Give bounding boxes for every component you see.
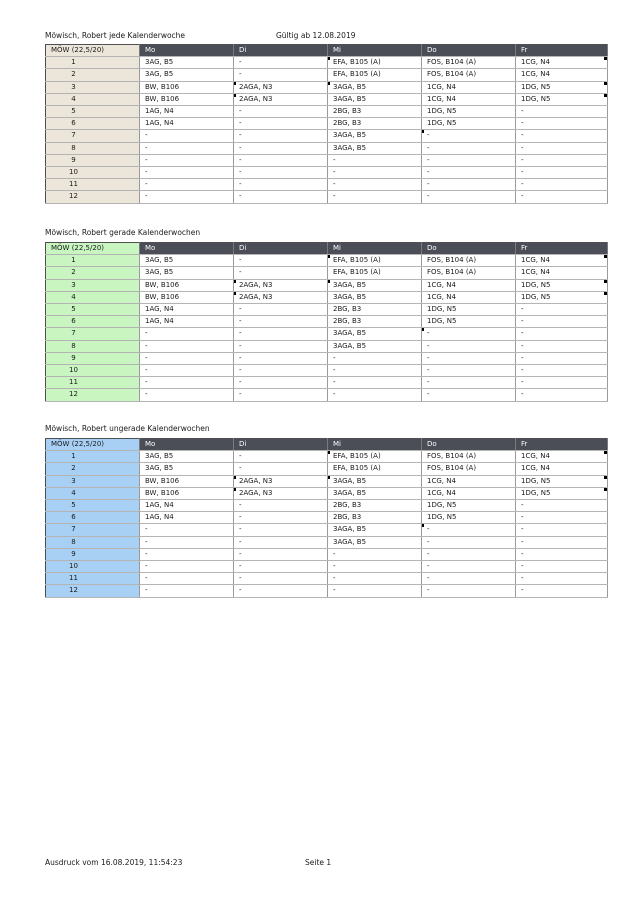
day-header-fr: Fr bbox=[516, 45, 608, 57]
lesson-cell: EFA, B105 (A) bbox=[328, 69, 422, 81]
lesson-cell: - bbox=[140, 142, 234, 154]
lesson-cell: - bbox=[328, 561, 422, 573]
period-number-cell: 12 bbox=[46, 585, 140, 597]
lesson-cell: 3AG, B5 bbox=[140, 69, 234, 81]
lesson-cell: - bbox=[422, 365, 516, 377]
day-header-mi: Mi bbox=[328, 45, 422, 57]
lesson-cell: - bbox=[234, 328, 328, 340]
teacher-code-cell: MÖW (22,5/20) bbox=[46, 45, 140, 57]
lesson-cell: 2BG, B3 bbox=[328, 118, 422, 130]
lesson-cell: - bbox=[140, 389, 234, 401]
lesson-cell: - bbox=[516, 328, 608, 340]
period-number-cell: 6 bbox=[46, 118, 140, 130]
lesson-cell: - bbox=[140, 154, 234, 166]
lesson-cell: - bbox=[234, 340, 328, 352]
period-number-cell: 1 bbox=[46, 255, 140, 267]
lesson-cell: - bbox=[328, 179, 422, 191]
lesson-cell: 2BG, B3 bbox=[328, 512, 422, 524]
lesson-cell: - bbox=[422, 167, 516, 179]
period-number-cell: 1 bbox=[46, 451, 140, 463]
table-row bbox=[46, 93, 608, 105]
lesson-cell: - bbox=[516, 142, 608, 154]
lesson-cell: 2AGA, N3 bbox=[234, 291, 328, 303]
lesson-cell: 1DG, N5 bbox=[516, 81, 608, 93]
lesson-cell: BW, B106 bbox=[140, 93, 234, 105]
lesson-cell: 1DG, N5 bbox=[422, 316, 516, 328]
lesson-cell: - bbox=[140, 130, 234, 142]
lesson-cell: - bbox=[234, 167, 328, 179]
lesson-cell: 2BG, B3 bbox=[328, 500, 422, 512]
lesson-cell: 2AGA, N3 bbox=[234, 93, 328, 105]
table-row bbox=[46, 475, 608, 487]
lesson-cell: - bbox=[516, 179, 608, 191]
lesson-cell: - bbox=[422, 179, 516, 191]
lesson-cell: 2AGA, N3 bbox=[234, 279, 328, 291]
lesson-cell: - bbox=[140, 328, 234, 340]
lesson-cell: - bbox=[422, 142, 516, 154]
period-number-cell: 11 bbox=[46, 573, 140, 585]
lesson-cell: 1CG, N4 bbox=[422, 93, 516, 105]
lesson-cell: - bbox=[422, 340, 516, 352]
period-number-cell: 12 bbox=[46, 191, 140, 203]
lesson-cell: - bbox=[234, 154, 328, 166]
table-row bbox=[46, 291, 608, 303]
lesson-cell: - bbox=[328, 191, 422, 203]
lesson-cell: 1DG, N5 bbox=[516, 475, 608, 487]
lesson-cell: FOS, B104 (A) bbox=[422, 255, 516, 267]
lesson-cell: 1DG, N5 bbox=[422, 500, 516, 512]
table-header-row bbox=[46, 439, 608, 451]
day-header-di: Di bbox=[234, 439, 328, 451]
day-header-do: Do bbox=[422, 243, 516, 255]
day-header-do: Do bbox=[422, 439, 516, 451]
lesson-cell: - bbox=[516, 548, 608, 560]
period-number-cell: 8 bbox=[46, 340, 140, 352]
lesson-cell: FOS, B104 (A) bbox=[422, 463, 516, 475]
lesson-cell: - bbox=[234, 316, 328, 328]
lesson-cell: BW, B106 bbox=[140, 279, 234, 291]
period-number-cell: 9 bbox=[46, 154, 140, 166]
lesson-cell: 3AG, B5 bbox=[140, 57, 234, 69]
lesson-cell: 3AGA, B5 bbox=[328, 340, 422, 352]
period-number-cell: 4 bbox=[46, 93, 140, 105]
teacher-code-cell: MÖW (22,5/20) bbox=[46, 439, 140, 451]
lesson-cell: 1DG, N5 bbox=[422, 304, 516, 316]
lesson-cell: FOS, B104 (A) bbox=[422, 451, 516, 463]
table-row bbox=[46, 255, 608, 267]
lesson-cell: - bbox=[516, 524, 608, 536]
lesson-cell: - bbox=[328, 585, 422, 597]
lesson-cell: 1CG, N4 bbox=[516, 463, 608, 475]
lesson-cell: - bbox=[234, 512, 328, 524]
lesson-cell: - bbox=[516, 561, 608, 573]
day-header-do: Do bbox=[422, 45, 516, 57]
lesson-cell: 1CG, N4 bbox=[422, 291, 516, 303]
period-number-cell: 4 bbox=[46, 291, 140, 303]
period-number-cell: 8 bbox=[46, 142, 140, 154]
day-header-di: Di bbox=[234, 45, 328, 57]
lesson-cell: - bbox=[328, 167, 422, 179]
lesson-cell: - bbox=[422, 548, 516, 560]
period-number-cell: 10 bbox=[46, 365, 140, 377]
day-header-mi: Mi bbox=[328, 243, 422, 255]
lesson-cell: 1DG, N5 bbox=[516, 291, 608, 303]
lesson-cell: - bbox=[422, 352, 516, 364]
table-row bbox=[46, 57, 608, 69]
period-number-cell: 11 bbox=[46, 377, 140, 389]
lesson-cell: - bbox=[234, 352, 328, 364]
table-row bbox=[46, 340, 608, 352]
lesson-cell: BW, B106 bbox=[140, 487, 234, 499]
lesson-cell: - bbox=[234, 548, 328, 560]
lesson-cell: 3AGA, B5 bbox=[328, 536, 422, 548]
lesson-cell: 3AGA, B5 bbox=[328, 475, 422, 487]
day-header-mi: Mi bbox=[328, 439, 422, 451]
lesson-cell: EFA, B105 (A) bbox=[328, 463, 422, 475]
lesson-cell: 3AGA, B5 bbox=[328, 524, 422, 536]
print-date: Ausdruck vom 16.08.2019, 11:54:23 bbox=[45, 858, 183, 867]
lesson-cell: - bbox=[140, 585, 234, 597]
lesson-cell: - bbox=[140, 524, 234, 536]
lesson-cell: EFA, B105 (A) bbox=[328, 267, 422, 279]
table-row bbox=[46, 191, 608, 203]
table-row bbox=[46, 279, 608, 291]
lesson-cell: - bbox=[140, 536, 234, 548]
lesson-cell: - bbox=[140, 573, 234, 585]
lesson-cell: - bbox=[516, 191, 608, 203]
day-header-fr: Fr bbox=[516, 243, 608, 255]
lesson-cell: 2AGA, N3 bbox=[234, 81, 328, 93]
lesson-cell: 3AGA, B5 bbox=[328, 291, 422, 303]
lesson-cell: - bbox=[140, 340, 234, 352]
period-number-cell: 3 bbox=[46, 279, 140, 291]
table-row bbox=[46, 154, 608, 166]
lesson-cell: - bbox=[234, 561, 328, 573]
lesson-cell: - bbox=[328, 548, 422, 560]
lesson-cell: - bbox=[516, 365, 608, 377]
period-number-cell: 3 bbox=[46, 81, 140, 93]
lesson-cell: 1CG, N4 bbox=[516, 69, 608, 81]
lesson-cell: 3AG, B5 bbox=[140, 255, 234, 267]
lesson-cell: - bbox=[516, 536, 608, 548]
period-number-cell: 5 bbox=[46, 106, 140, 118]
period-number-cell: 12 bbox=[46, 389, 140, 401]
lesson-cell: - bbox=[516, 352, 608, 364]
lesson-cell: - bbox=[516, 304, 608, 316]
lesson-cell: - bbox=[140, 352, 234, 364]
day-header-mo: Mo bbox=[140, 243, 234, 255]
table-row bbox=[46, 81, 608, 93]
lesson-cell: - bbox=[234, 267, 328, 279]
lesson-cell: - bbox=[140, 365, 234, 377]
lesson-cell: 2AGA, N3 bbox=[234, 487, 328, 499]
lesson-cell: - bbox=[328, 154, 422, 166]
lesson-cell: - bbox=[328, 365, 422, 377]
lesson-cell: 1CG, N4 bbox=[422, 475, 516, 487]
lesson-cell: 3AGA, B5 bbox=[328, 279, 422, 291]
lesson-cell: - bbox=[328, 389, 422, 401]
lesson-cell: - bbox=[140, 179, 234, 191]
lesson-cell: 2BG, B3 bbox=[328, 316, 422, 328]
lesson-cell: 1AG, N4 bbox=[140, 106, 234, 118]
period-number-cell: 6 bbox=[46, 316, 140, 328]
lesson-cell: - bbox=[516, 316, 608, 328]
period-number-cell: 2 bbox=[46, 463, 140, 475]
lesson-cell: 3AGA, B5 bbox=[328, 487, 422, 499]
lesson-cell: EFA, B105 (A) bbox=[328, 451, 422, 463]
section-title-even-weeks: Möwisch, Robert gerade Kalenderwochen bbox=[45, 228, 201, 237]
lesson-cell: 3AGA, B5 bbox=[328, 142, 422, 154]
valid-from-label: Gültig ab 12.08.2019 bbox=[276, 31, 356, 40]
table-row bbox=[46, 328, 608, 340]
lesson-cell: 2BG, B3 bbox=[328, 106, 422, 118]
lesson-cell: - bbox=[234, 106, 328, 118]
lesson-cell: - bbox=[422, 154, 516, 166]
timetable-even-weeks bbox=[45, 242, 608, 402]
teacher-header: Möwisch, Robert jede Kalenderwoche bbox=[45, 31, 186, 40]
lesson-cell: - bbox=[234, 573, 328, 585]
lesson-cell: - bbox=[328, 573, 422, 585]
lesson-cell: 1DG, N5 bbox=[516, 93, 608, 105]
lesson-cell: - bbox=[234, 536, 328, 548]
table-row bbox=[46, 536, 608, 548]
table-row bbox=[46, 130, 608, 142]
timetable-every-week bbox=[45, 44, 608, 204]
lesson-cell: - bbox=[234, 118, 328, 130]
table-row bbox=[46, 524, 608, 536]
lesson-cell: 1DG, N5 bbox=[422, 512, 516, 524]
day-header-di: Di bbox=[234, 243, 328, 255]
table-row bbox=[46, 179, 608, 191]
lesson-cell: - bbox=[422, 585, 516, 597]
section-title-odd-weeks: Möwisch, Robert ungerade Kalenderwochen bbox=[45, 424, 210, 433]
lesson-cell: - bbox=[140, 377, 234, 389]
lesson-cell: - bbox=[422, 389, 516, 401]
lesson-cell: - bbox=[516, 130, 608, 142]
table-header-row bbox=[46, 243, 608, 255]
lesson-cell: - bbox=[234, 255, 328, 267]
period-number-cell: 5 bbox=[46, 500, 140, 512]
lesson-cell: 1DG, N5 bbox=[516, 279, 608, 291]
lesson-cell: - bbox=[516, 500, 608, 512]
lesson-cell: - bbox=[234, 524, 328, 536]
table-row bbox=[46, 561, 608, 573]
lesson-cell: 3AGA, B5 bbox=[328, 81, 422, 93]
lesson-cell: 1AG, N4 bbox=[140, 316, 234, 328]
lesson-cell: - bbox=[234, 191, 328, 203]
table-row bbox=[46, 548, 608, 560]
table-row bbox=[46, 106, 608, 118]
lesson-cell: FOS, B104 (A) bbox=[422, 267, 516, 279]
lesson-cell: - bbox=[234, 451, 328, 463]
lesson-cell: - bbox=[140, 561, 234, 573]
lesson-cell: 3AGA, B5 bbox=[328, 328, 422, 340]
lesson-cell: - bbox=[234, 377, 328, 389]
lesson-cell: - bbox=[234, 69, 328, 81]
lesson-cell: BW, B106 bbox=[140, 81, 234, 93]
period-number-cell: 7 bbox=[46, 130, 140, 142]
table-row bbox=[46, 500, 608, 512]
lesson-cell: 2BG, B3 bbox=[328, 304, 422, 316]
table-row bbox=[46, 487, 608, 499]
lesson-cell: - bbox=[422, 561, 516, 573]
table-row bbox=[46, 585, 608, 597]
period-number-cell: 9 bbox=[46, 352, 140, 364]
period-number-cell: 7 bbox=[46, 524, 140, 536]
table-row bbox=[46, 377, 608, 389]
timetable-odd-weeks bbox=[45, 438, 608, 598]
page-number: Seite 1 bbox=[305, 858, 332, 867]
table-row bbox=[46, 365, 608, 377]
lesson-cell: - bbox=[422, 191, 516, 203]
day-header-fr: Fr bbox=[516, 439, 608, 451]
table-row bbox=[46, 573, 608, 585]
table-row bbox=[46, 316, 608, 328]
lesson-cell: 1CG, N4 bbox=[516, 57, 608, 69]
day-header-mo: Mo bbox=[140, 439, 234, 451]
lesson-cell: 1CG, N4 bbox=[516, 451, 608, 463]
table-row bbox=[46, 389, 608, 401]
lesson-cell: - bbox=[516, 377, 608, 389]
lesson-cell: - bbox=[422, 328, 516, 340]
lesson-cell: 1CG, N4 bbox=[516, 255, 608, 267]
lesson-cell: - bbox=[422, 524, 516, 536]
period-number-cell: 8 bbox=[46, 536, 140, 548]
lesson-cell: 1DG, N5 bbox=[516, 487, 608, 499]
lesson-cell: BW, B106 bbox=[140, 475, 234, 487]
lesson-cell: - bbox=[234, 585, 328, 597]
lesson-cell: 3AGA, B5 bbox=[328, 130, 422, 142]
table-row bbox=[46, 512, 608, 524]
period-number-cell: 11 bbox=[46, 179, 140, 191]
period-number-cell: 1 bbox=[46, 57, 140, 69]
lesson-cell: - bbox=[516, 573, 608, 585]
lesson-cell: - bbox=[516, 512, 608, 524]
lesson-cell: FOS, B104 (A) bbox=[422, 69, 516, 81]
lesson-cell: 1AG, N4 bbox=[140, 512, 234, 524]
lesson-cell: 1CG, N4 bbox=[516, 267, 608, 279]
lesson-cell: - bbox=[234, 130, 328, 142]
lesson-cell: - bbox=[516, 167, 608, 179]
lesson-cell: - bbox=[140, 167, 234, 179]
lesson-cell: - bbox=[234, 365, 328, 377]
day-header-mo: Mo bbox=[140, 45, 234, 57]
lesson-cell: - bbox=[422, 536, 516, 548]
table-row bbox=[46, 267, 608, 279]
table-row bbox=[46, 167, 608, 179]
table-row bbox=[46, 118, 608, 130]
lesson-cell: - bbox=[234, 500, 328, 512]
lesson-cell: - bbox=[234, 57, 328, 69]
lesson-cell: 3AG, B5 bbox=[140, 463, 234, 475]
lesson-cell: - bbox=[516, 106, 608, 118]
lesson-cell: - bbox=[328, 377, 422, 389]
lesson-cell: - bbox=[516, 154, 608, 166]
lesson-cell: EFA, B105 (A) bbox=[328, 57, 422, 69]
period-number-cell: 2 bbox=[46, 69, 140, 81]
lesson-cell: - bbox=[516, 585, 608, 597]
lesson-cell: - bbox=[234, 463, 328, 475]
lesson-cell: 1DG, N5 bbox=[422, 106, 516, 118]
lesson-cell: - bbox=[422, 573, 516, 585]
table-row bbox=[46, 69, 608, 81]
lesson-cell: 3AGA, B5 bbox=[328, 93, 422, 105]
lesson-cell: 3AG, B5 bbox=[140, 451, 234, 463]
table-header-row bbox=[46, 45, 608, 57]
lesson-cell: FOS, B104 (A) bbox=[422, 57, 516, 69]
lesson-cell: - bbox=[516, 340, 608, 352]
lesson-cell: EFA, B105 (A) bbox=[328, 255, 422, 267]
lesson-cell: - bbox=[516, 389, 608, 401]
lesson-cell: - bbox=[328, 352, 422, 364]
period-number-cell: 10 bbox=[46, 561, 140, 573]
lesson-cell: BW, B106 bbox=[140, 291, 234, 303]
teacher-code-cell: MÖW (22,5/20) bbox=[46, 243, 140, 255]
lesson-cell: 1CG, N4 bbox=[422, 487, 516, 499]
table-row bbox=[46, 142, 608, 154]
period-number-cell: 6 bbox=[46, 512, 140, 524]
period-number-cell: 10 bbox=[46, 167, 140, 179]
period-number-cell: 3 bbox=[46, 475, 140, 487]
lesson-cell: 3AG, B5 bbox=[140, 267, 234, 279]
lesson-cell: 1AG, N4 bbox=[140, 500, 234, 512]
lesson-cell: - bbox=[234, 179, 328, 191]
period-number-cell: 9 bbox=[46, 548, 140, 560]
period-number-cell: 7 bbox=[46, 328, 140, 340]
table-row bbox=[46, 451, 608, 463]
lesson-cell: 1AG, N4 bbox=[140, 304, 234, 316]
table-row bbox=[46, 463, 608, 475]
lesson-cell: - bbox=[422, 377, 516, 389]
lesson-cell: - bbox=[422, 130, 516, 142]
period-number-cell: 5 bbox=[46, 304, 140, 316]
lesson-cell: - bbox=[140, 548, 234, 560]
lesson-cell: - bbox=[234, 389, 328, 401]
table-row bbox=[46, 304, 608, 316]
lesson-cell: 1DG, N5 bbox=[422, 118, 516, 130]
lesson-cell: 1AG, N4 bbox=[140, 118, 234, 130]
lesson-cell: - bbox=[234, 142, 328, 154]
lesson-cell: 2AGA, N3 bbox=[234, 475, 328, 487]
lesson-cell: - bbox=[516, 118, 608, 130]
table-row bbox=[46, 352, 608, 364]
lesson-cell: - bbox=[140, 191, 234, 203]
period-number-cell: 2 bbox=[46, 267, 140, 279]
lesson-cell: - bbox=[234, 304, 328, 316]
lesson-cell: 1CG, N4 bbox=[422, 279, 516, 291]
lesson-cell: 1CG, N4 bbox=[422, 81, 516, 93]
period-number-cell: 4 bbox=[46, 487, 140, 499]
